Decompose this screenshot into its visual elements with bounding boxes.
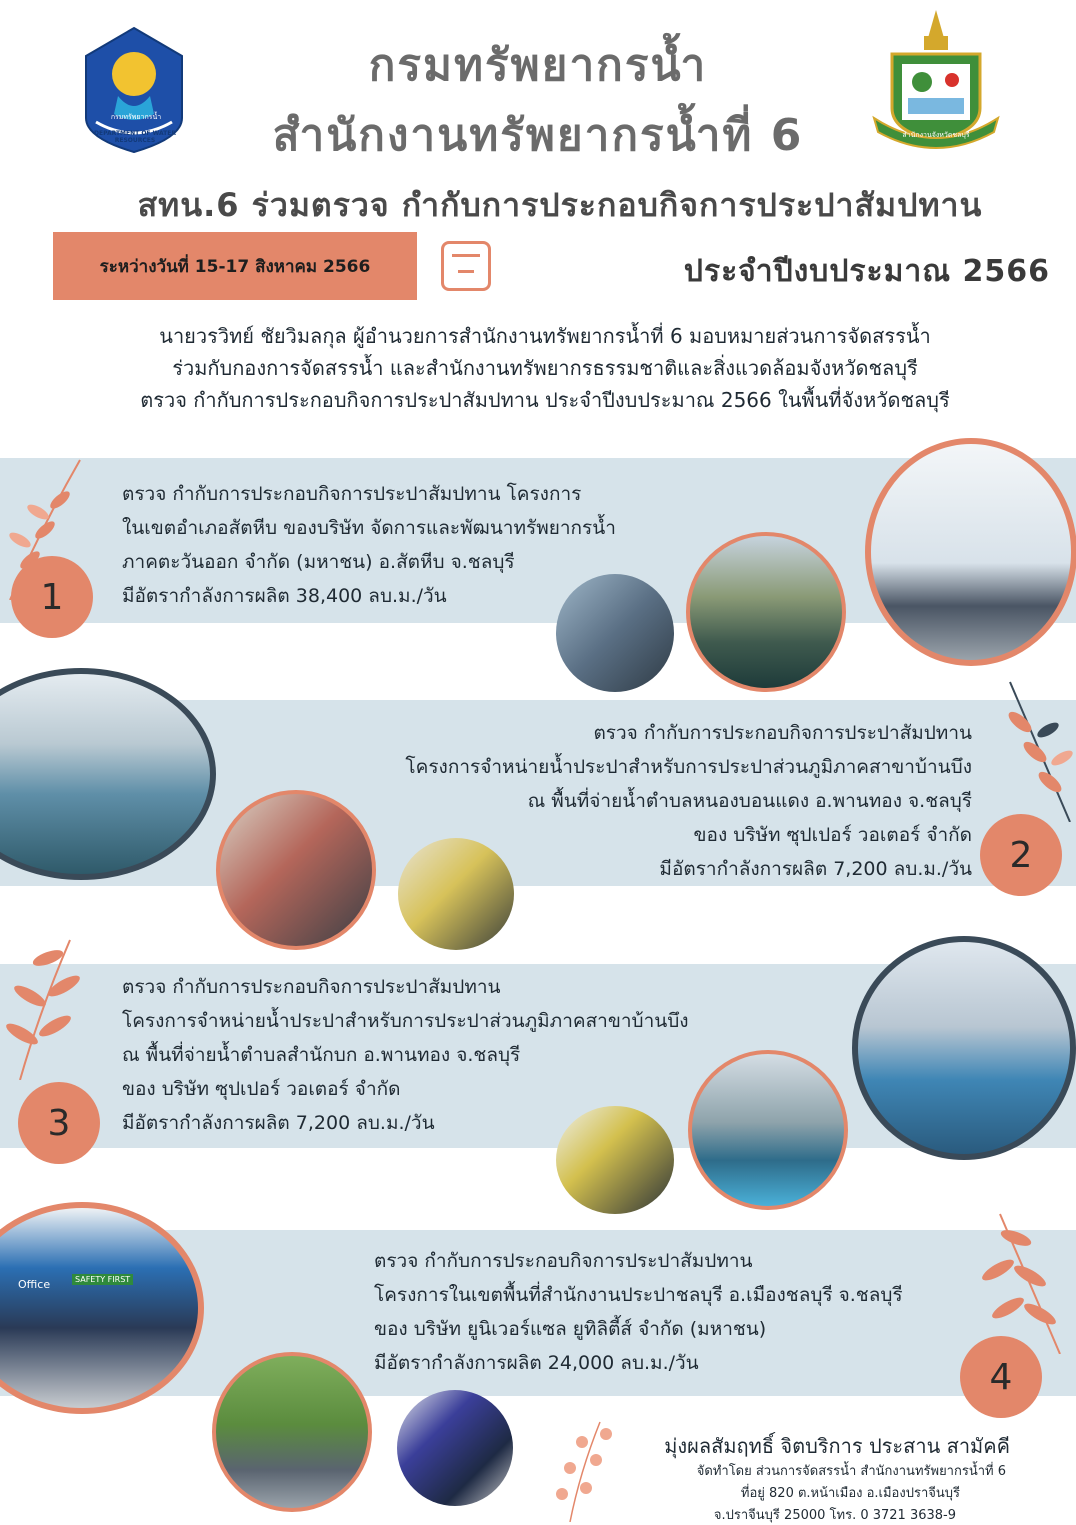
photo-section1-group xyxy=(865,438,1076,666)
photo-section1-reservoir xyxy=(686,532,846,692)
page-title-line2: สำนักงานทรัพยากรน้ำที่ 6 xyxy=(272,110,804,161)
intro-line: นายวรวิทย์ ชัยวิมลกุล ผู้อำนวยการสำนักงานทรัพยากรน้ำที่ 6 มอบหมายส่วนการจัดสรรน้ำ xyxy=(159,324,931,348)
footer-address: ที่อยู่ 820 ต.หน้าเมือง อ.เมืองปราจีนบุรี xyxy=(740,1486,960,1501)
photo-section4-presentation xyxy=(397,1390,513,1506)
section-line: ในเขตอำเภอสัตหีบ ของบริษัท จัดการและพัฒนาทรัพยากรน้ำ xyxy=(122,517,616,539)
footer-phone: จ.ปราจีนบุรี 25000 โทร. 0 3721 3638-9 xyxy=(713,1508,956,1523)
leaf-decoration-icon xyxy=(960,1204,1070,1354)
intro-line: ร่วมกับกองการจัดสรรน้ำ และสำนักงานทรัพยากรธรรมชาติและสิ่งแวดล้อมจังหวัดชลบุรี xyxy=(172,356,918,380)
photo-section1-meeting xyxy=(556,574,674,692)
section-line: ตรวจ กำกับการประกอบกิจการประปาสัมปทาน โครงการ xyxy=(122,483,582,505)
section-2-number: 2 xyxy=(980,814,1062,896)
section-4-text xyxy=(374,1244,903,1380)
budget-year: ประจำปีงบประมาณ 2566 xyxy=(683,254,1050,289)
section-4-number: 4 xyxy=(960,1336,1042,1418)
section-1-number: 1 xyxy=(11,556,93,638)
intro-line: ตรวจ กำกับการประกอบกิจการประปาสัมปทาน ประจำปีงบประมาณ 2566 ในพื้นที่จังหวัดชลบุรี xyxy=(140,388,950,412)
section-line: ตรวจ กำกับการประกอบกิจการประปาสัมปทาน xyxy=(122,976,501,998)
office-sign: Office xyxy=(18,1278,51,1291)
section-line: ตรวจ กำกับการประกอบกิจการประปาสัมปทาน xyxy=(593,722,972,744)
footer-credit: จัดทำโดย ส่วนการจัดสรรน้ำ สำนักงานทรัพยากรน้ำที่ 6 xyxy=(696,1464,1006,1479)
calendar-icon xyxy=(441,241,491,291)
photo-section3-tower xyxy=(852,936,1076,1160)
section-line: ของ บริษัท ยูนิเวอร์แซล ยูทิลิตี้ส์ จำกัด (มหาชน) xyxy=(374,1318,767,1340)
page-title-line1: กรมทรัพยากรน้ำ xyxy=(368,40,708,91)
photo-section3-tank xyxy=(688,1050,848,1210)
section-line: ของ บริษัท ซุปเปอร์ วอเตอร์ จำกัด xyxy=(122,1078,401,1100)
section-line: โครงการจำหน่ายน้ำประปาสำหรับการประปาส่วนภูมิภาคสาขาบ้านบึง xyxy=(122,1010,689,1032)
section-line: ภาคตะวันออก จำกัด (มหาชน) อ.สัตหีบ จ.ชลบุรี xyxy=(122,551,515,573)
section-line: มีอัตรากำลังการผลิต 24,000 ลบ.ม./วัน xyxy=(374,1352,699,1374)
section-3-number: 3 xyxy=(18,1082,100,1164)
section-line: ตรวจ กำกับการประกอบกิจการประปาสัมปทาน xyxy=(374,1250,753,1272)
photo-section4-site xyxy=(212,1352,372,1512)
footer-motto: มุ่งผลสัมฤทธิ์ จิตบริการ ประสาน สามัคคี xyxy=(664,1434,1010,1458)
section-line: ณ พื้นที่จ่ายน้ำตำบลหนองบอนแดง อ.พานทอง จ.ชลบุรี xyxy=(527,790,972,812)
section-line: มีอัตรากำลังการผลิต 38,400 ลบ.ม./วัน xyxy=(122,585,447,607)
safety-sign: SAFETY FIRST xyxy=(72,1274,133,1285)
dwr-logo-text: DEPARTMENT OF WATER RESOURCES xyxy=(94,130,176,144)
section-line: มีอัตรากำลังการผลิต 7,200 ลบ.ม./วัน xyxy=(122,1112,435,1134)
photo-section3-meeting xyxy=(556,1106,674,1214)
section-line: โครงการจำหน่ายน้ำประปาสำหรับการประปาส่วนภูมิภาคสาขาบ้านบึง xyxy=(405,756,972,778)
date-badge xyxy=(53,232,417,300)
section-1-text xyxy=(122,477,616,613)
dwr-logo-thai: กรมทรัพยากรน้ำ xyxy=(110,113,162,121)
section-line: ณ พื้นที่จ่ายน้ำตำบลสำนักบก อ.พานทอง จ.ชลบุรี xyxy=(122,1044,521,1066)
leaf-decoration-icon xyxy=(990,672,1076,822)
intro-paragraph xyxy=(30,320,1060,416)
section-line: โครงการในเขตพื้นที่สำนักงานประปาชลบุรี อ.เมืองชลบุรี จ.ชลบุรี xyxy=(374,1284,903,1306)
seal-caption: สำนักงานจังหวัดชลบุรี xyxy=(902,131,970,139)
date-range-text: ระหว่างวันที่ 15-17 สิงหาคม 2566 xyxy=(99,256,371,277)
section-line: ของ บริษัท ซุปเปอร์ วอเตอร์ จำกัด xyxy=(693,824,972,846)
leaf-decoration-icon xyxy=(0,930,90,1080)
section-line: มีอัตรากำลังการผลิต 7,200 ลบ.ม./วัน xyxy=(659,858,972,880)
section-2-text xyxy=(270,716,972,886)
headline: สทน.6 ร่วมตรวจ กำกับการประกอบกิจการประปาสัมปทาน xyxy=(137,186,983,224)
